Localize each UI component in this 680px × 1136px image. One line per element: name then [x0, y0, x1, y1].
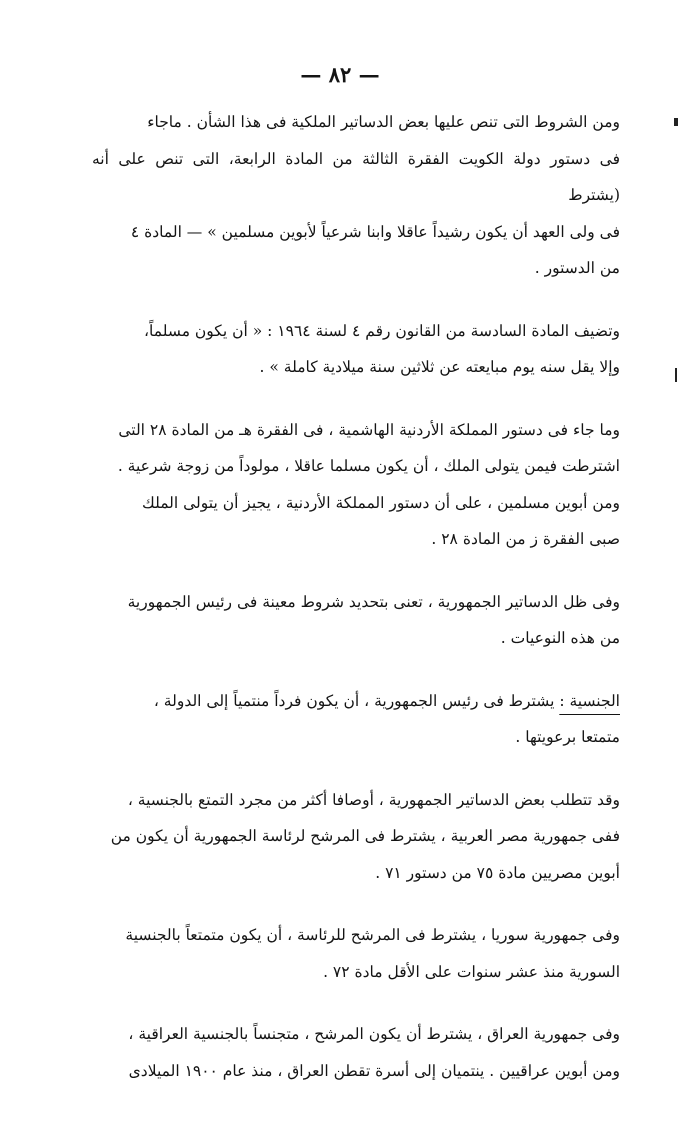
text-line-rest: يشترط فى رئيس الجمهورية ، أن يكون فرداً منتمياً إلى الدولة ،	[153, 691, 560, 710]
paragraph-egypt	[92, 782, 620, 892]
text-line: ففى جمهورية مصر العربية ، يشترط فى المرشح لرئاسة الجمهورية أن يكون من	[110, 827, 620, 845]
text-line	[92, 683, 620, 720]
text-line: ومن أبوين عراقيين . ينتميان إلى أسرة تقطن العراق ، منذ عام ١٩٠٠ الميلادى	[128, 1061, 620, 1080]
paragraph-kuwait-constitution	[92, 104, 620, 287]
text-line: فى دستور دولة الكويت الفقرة الثالثة من المادة الرابعة، التى تنص على أنه (يشترط	[92, 149, 620, 204]
text-line: ومن أبوين مسلمين ، على أن دستور المملكة الأردنية ، يجيز أن يتولى الملك	[142, 493, 620, 512]
margin-mark-middle	[675, 368, 677, 382]
text-line: من هذه النوعيات .	[500, 629, 620, 647]
paragraph-nationality	[92, 683, 620, 756]
page-number: — ٨٢ —	[300, 62, 380, 87]
text-line: اشترطت فيمن يتولى الملك ، أن يكون مسلما عاقلا ، مولوداً من زوجة شرعية .	[117, 457, 620, 475]
body-text	[92, 104, 620, 1115]
paragraph-law-1964	[92, 313, 620, 386]
text-line: السورية منذ عشر سنوات على الأقل مادة ٧٢ .	[323, 962, 620, 981]
nationality-term: الجنسية :	[559, 691, 620, 710]
text-line: صبى الفقرة ز من المادة ٢٨ .	[431, 530, 620, 548]
text-line: وفى جمهورية العراق ، يشترط أن يكون المرشح ، متجنساً بالجنسية العراقية ،	[128, 1025, 620, 1043]
text-line: وفى ظل الدساتير الجمهورية ، تعنى بتحديد شروط معينة فى رئيس الجمهورية	[127, 592, 620, 611]
text-line: فى ولى العهد أن يكون رشيداً عاقلا وابنا شرعياً لأبوين مسلمين » — المادة ٤	[130, 222, 620, 241]
text-line: وإلا يقل سنه يوم مبايعته عن ثلاثين سنة ميلادية كاملة » .	[259, 358, 620, 376]
text-line: ومن الشروط التى تنص عليها بعض الدساتير الملكية فى هذا الشأن . ماجاء	[147, 113, 620, 131]
paragraph-republican-constitutions	[92, 584, 620, 657]
margin-mark-top	[674, 118, 678, 126]
text-line: وفى جمهورية سوريا ، يشترط فى المرشح للرئاسة ، أن يكون متمتعاً بالجنسية	[125, 926, 620, 944]
text-line: وتضيف المادة السادسة من القانون رقم ٤ لسنة ١٩٦٤ : « أن يكون مسلماً،	[144, 321, 620, 340]
paragraph-iraq	[92, 1016, 620, 1089]
text-line: من الدستور .	[534, 259, 620, 277]
text-line: وقد تتطلب بعض الدساتير الجمهورية ، أوصافا أكثر من مجرد التمتع بالجنسية ،	[127, 790, 620, 809]
text-line: متمتعا برعويتها .	[515, 728, 620, 746]
paragraph-syria	[92, 917, 620, 990]
paragraph-jordan-constitution	[92, 412, 620, 558]
text-line: أبوين مصريين مادة ٧٥ من دستور ٧١ .	[375, 863, 620, 882]
text-line: وما جاء فى دستور المملكة الأردنية الهاشمية ، فى الفقرة هـ من المادة ٢٨ التى	[118, 420, 620, 439]
